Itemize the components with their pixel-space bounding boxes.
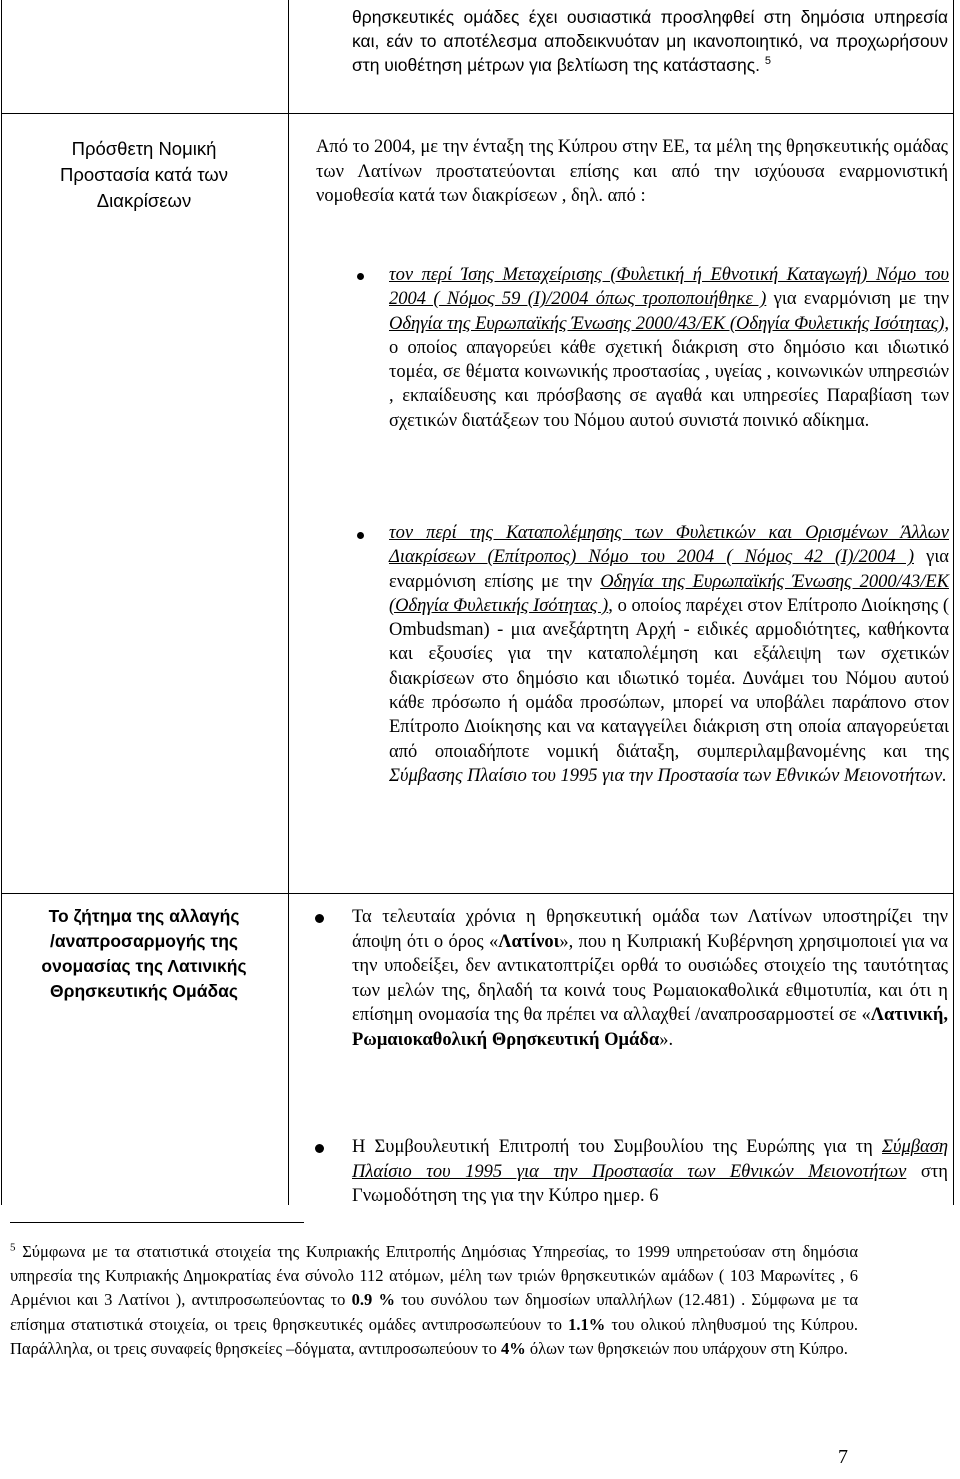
footnote-percentage: 4%	[500, 1338, 526, 1358]
heading-line: Πρόσθετη Νομική	[71, 138, 217, 159]
footnote-ref: 5	[764, 55, 771, 68]
bullet-icon	[357, 532, 364, 539]
footnote-percentage: 0.9 %	[351, 1290, 395, 1310]
heading-line: Διακρίσεων	[96, 190, 192, 211]
bullet-commissioner-law	[389, 521, 949, 788]
heading-line: Προστασία κατά των	[59, 164, 229, 185]
convention-reference: Σύμβαση Πλαίσιο του 1995 για την Προστασία των Εθνικών Μειονοτήτων	[352, 1137, 948, 1182]
law-title: τον περί Ίσης Μεταχείρισης (Φυλετική ή Εθνοτική Καταγωγή) Νόμο του 2004 ( Νόμος 59 (Ι)/2004 όπως τροποποιήθηκε )	[389, 265, 949, 310]
footnote-text: όλων των θρησκειών που υπάρχουν στη Κύπρο.	[525, 1338, 848, 1358]
since-2004-text: Από το 2004, με την ένταξη της Κύπρου στην ΕΕ, τα μέλη της θρησκευτικής ομάδας των Λατίνων προστατεύονται επίσης και από την ισχύουσα εναρμονιστική νομοθεσία κατά των διακρίσεων , δηλ. από :	[316, 137, 948, 206]
intro-paragraph	[352, 5, 948, 77]
bullet-advisory-committee	[352, 1135, 948, 1209]
intro-text: θρησκευτικές ομάδες έχει ουσιαστικά προσληφθεί στη δημόσια υπηρεσία και, εάν το αποτέλεσμα αποδεικνυόταν μη ικανοποιητικό, να προχωρήσουν στη υιοθέτηση μέτρων για βελτίωση της κατάστασης.	[352, 7, 948, 75]
bullet-text: για εναρμόνιση επίσης με την	[389, 547, 949, 592]
directive-reference: Οδηγία της Ευρωπαϊκής Ένωσης 2000/43/ΕΚ (Οδηγία Φυλετικής Ισότητας )	[389, 571, 949, 616]
bullet-text: ».	[659, 1029, 674, 1050]
term-latinoi: Λατίνοι	[498, 931, 560, 952]
proposed-name: Λατινική, Ρωμαιοκαθολική Θρησκευτική Ομάδα	[352, 1005, 948, 1050]
bullet-icon	[315, 1144, 324, 1153]
bullet-icon	[315, 914, 324, 923]
footnote-text: του συνόλου των δημοσίων υπαλλήλων (12.481) . Σύμφωνα με τα επίσημα στατιστικά στοιχεία, οι τρεις θρησκευτικές ομάδες αντιπροσωπεύουν το	[10, 1290, 859, 1334]
bullet-text: για εναρμόνιση με την	[766, 289, 949, 310]
directive-reference: Οδηγία της Ευρωπαϊκής Ένωσης 2000/43/ΕΚ (Οδηγία Φυλετικής Ισότητας),	[389, 313, 949, 334]
table-row-divider	[1, 113, 954, 114]
bullet-text: Τα τελευταία χρόνια η θρησκευτική ομάδα των Λατίνων υποστηρίζει την άποψη ότι ο όρος «	[352, 907, 948, 952]
table-row-divider	[1, 893, 954, 894]
heading-line: ονομασίας της Λατινικής	[41, 956, 247, 976]
heading-line: /αναπροσαρμογής της	[50, 931, 238, 951]
bullet-text: ο οποίος απαγορεύει κάθε σχετική διάκριση στο δημόσιο και ιδιωτικό τομέα, σε θέματα κοινωνικής προστασίας , υγείας , κοινωνικών υπηρεσιών , εκπαίδευσης και πρόσβασης σε αγαθά και υπηρεσίες Παραβίαση των σχετικών διατάξεων του Νόμου αυτού συνιστά ποινικό αδίκημα.	[389, 337, 949, 431]
heading-line: Θρησκευτικής Ομάδας	[50, 981, 238, 1001]
footnote	[10, 1240, 858, 1361]
table-border-right	[953, 0, 954, 1205]
bullet-icon	[357, 273, 364, 280]
page-number: 7	[838, 1446, 848, 1468]
since-2004-paragraph	[316, 135, 948, 209]
convention-reference: Σύμβασης Πλαίσιο του 1995 για την Προστασία των Εθνικών Μειονοτήτων.	[389, 765, 947, 786]
table-column-divider	[288, 0, 289, 1205]
footnote-percentage: 1.1%	[568, 1314, 606, 1334]
bullet-latin-name-issue	[352, 905, 948, 1052]
bullet-text: , ο οποίος παρέχει στον Επίτροπο Διοίκησης ( Ombudsman) - μια ανεξάρτητη Αρχή - ειδικές αρμοδιότητες, καθήκοντα και εξουσίες για την καταπολέμηση και εξάλειψη των σχετικών διακρίσεων στο δημόσιο και ιδιωτικό τομέα. Δυνάμει του Νόμου αυτού κάθε πρόσωπο ή ομάδα προσώπων, μπορεί να υποβάλει παράπονο στον Επίτροπο Διοίκησης και να καταγγείλει διάκριση στη οποία απαγορεύεται από οποιαδήποτε νομική διάταξη, συμπεριλαμβανομένης και της	[389, 595, 949, 762]
heading-legal-protection	[4, 136, 284, 214]
law-title: τον περί της Καταπολέμησης των Φυλετικών και Ορισμένων Άλλων Διακρίσεων (Επίτροπος) Νόμο του 2004 ( Νόμος 42 (Ι)/2004 )	[389, 523, 949, 568]
bullet-text: Η Συμβουλευτική Επιτροπή του Συμβουλίου της Ευρώπης για τη	[352, 1137, 882, 1157]
footnote-number: 5	[10, 1241, 16, 1254]
heading-name-change	[4, 904, 284, 1004]
table-border-left	[1, 0, 2, 1205]
heading-line: Το ζήτημα της αλλαγής	[48, 906, 240, 926]
bullet-equal-treatment-law	[389, 263, 949, 433]
bullet-text: στη Γνωμοδότηση της για την Κύπρο ημερ. 6	[352, 1161, 948, 1206]
footnote-separator	[10, 1222, 304, 1223]
bullet-text: », που η Κυπριακή Κυβέρνηση χρησιμοποιεί για να την υποδείξει, δεν αντικατοπτρίζει ορθά το ουσιώδες στοιχείο της ταυτότητας των μελών της, δηλαδή τα κοινά τους Ρωμαιοκαθολικά εθιμοτυπία, και ότι η επίσημη ονομασία της θα πρέπει να αλλαχθεί /αναπροσαρμοστεί σε «	[352, 931, 948, 1025]
footnote-text: του ολικού πληθυσμού της Κύπρου. Παράλληλα, οι τρεις συναφείς θρησκείες –δόγματα, αντιπροσωπεύουν το	[10, 1314, 858, 1358]
footnote-text: Σύμφωνα με τα στατιστικά στοιχεία της Κυπριακής Επιτροπής Δημόσιας Υπηρεσίας, το 1999 υπηρετούσαν στη δημόσια υπηρεσία της Κυπριακής Δημοκρατίας ένα σύνολο 112 ατόμων, μέλη των τριών θρησκευτικών αμάδων ( 103 Μαρωνίτες , 6 Αρμένιοι και 3 Λατίνοι ), αντιπροσωπεύοντας το	[10, 1242, 858, 1310]
